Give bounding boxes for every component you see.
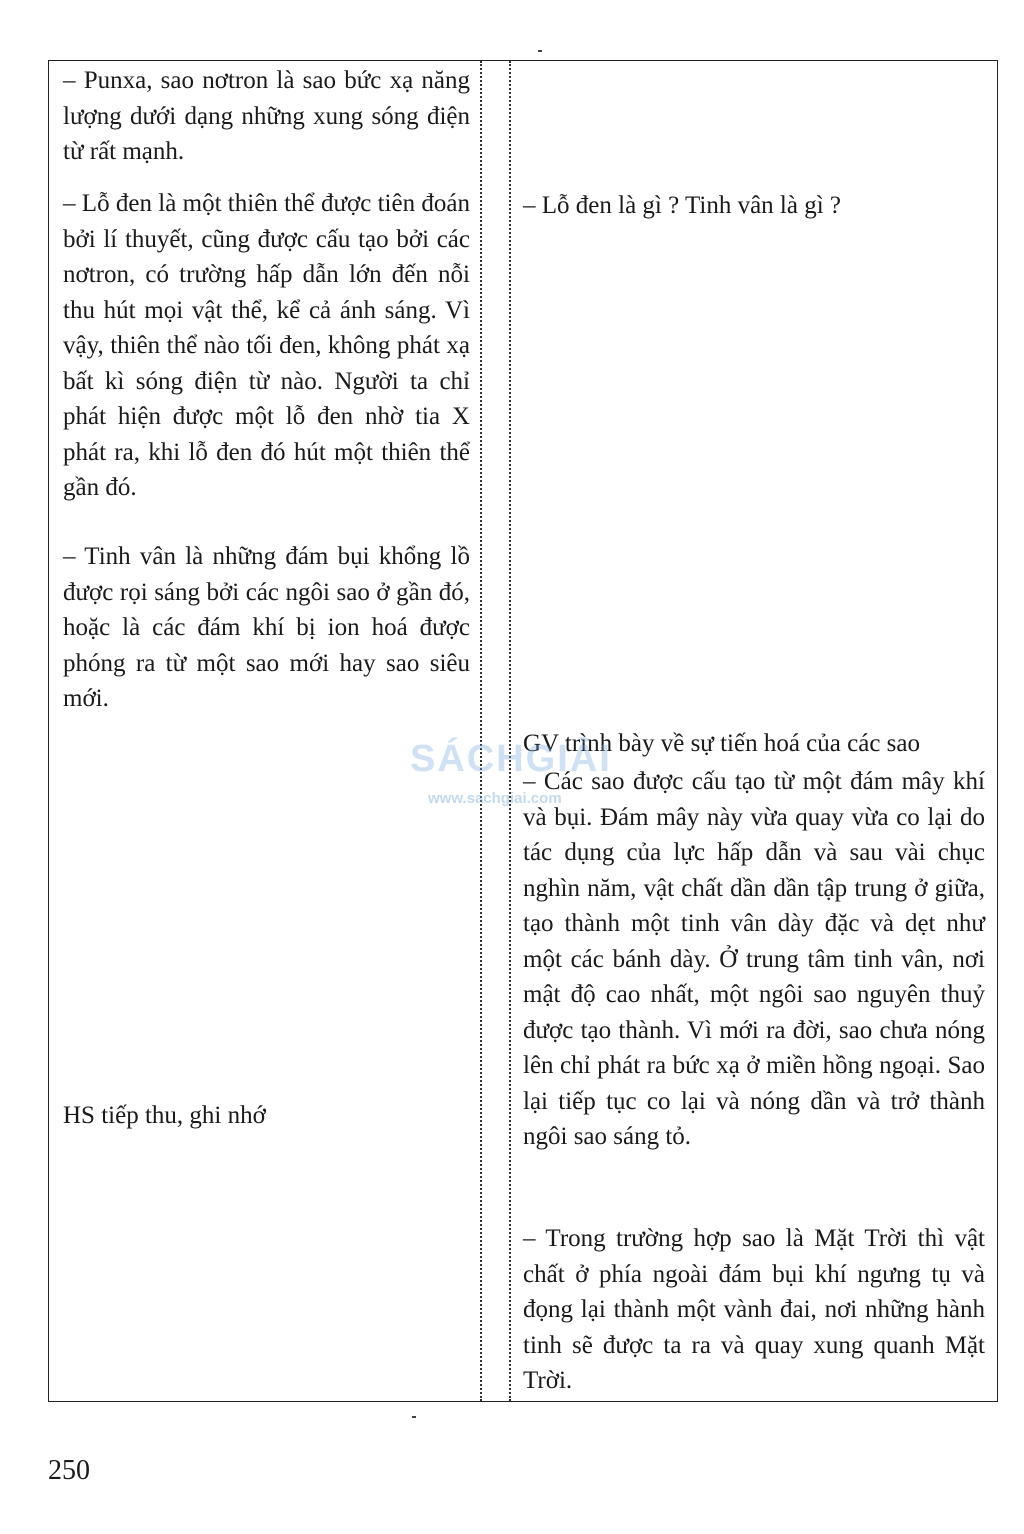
page-number: 250 <box>48 1455 90 1486</box>
right-paragraph-star-formation: – Các sao được cấu tạo từ một đám mây khí và bụi. Đám mây này vừa quay vừa co lại do tác dụng của lực hấp dẫn và sau vài chục nghìn năm, vật chất dần dần tập trung ở giữa, tạo thành một tinh vân dày đặc và dẹt như một các bánh dày. Ở trung tâm tinh vân, nơi mật độ cao nhất, một ngôi sao nguyên thuỷ được tạo thành. Vì mới ra đời, sao chưa nóng lên chỉ phát ra bức xạ ở miền hồng ngoại. Sao lại tiếp tục co lại và nóng dần và trở thành ngôi sao sáng tỏ. <box>523 768 985 1150</box>
watermark-brand: SÁCHGIẢI <box>410 738 612 780</box>
watermark-url: www.sachgiai.com <box>428 790 562 807</box>
right-teacher-heading: GV trình bày về sự tiến hoá của các sao <box>523 730 920 757</box>
right-question: – Lỗ đen là gì ? Tinh vân là gì ? <box>523 192 842 219</box>
scan-speck <box>538 50 542 52</box>
right-paragraph-sun-case: – Trong trường hợp sao là Mặt Trời thì vật chất ở phía ngoài đám bụi khí ngưng tụ và đọng lại thành một vành đai, nơi những hành tinh sẽ được ta ra và quay xung quanh Mặt Trời. <box>523 1225 985 1394</box>
left-paragraph-black-hole: – Lỗ đen là một thiên thể được tiên đoán bởi lí thuyết, cũng được cấu tạo bởi các nơtron, có trường hấp dẫn lớn đến nỗi thu hút mọi vật thể, kể cả ánh sáng. Vì vậy, thiên thể nào tối đen, không phát xạ bất kì sóng điện từ nào. Người ta chỉ phát hiện được một lỗ đen nhờ tia X phát ra, khi lỗ đen đó hút một thiên thể gần đó. <box>63 190 470 501</box>
column-divider-right <box>509 61 511 1401</box>
left-paragraph-nebula: – Tinh vân là những đám bụi khổng lồ được rọi sáng bởi các ngôi sao ở gần đó, hoặc là các đám khí bị ion hoá được phóng ra từ một sao mới hay sao siêu mới. <box>63 543 470 712</box>
lesson-table <box>48 60 998 1402</box>
left-student-note: HS tiếp thu, ghi nhớ <box>63 1102 266 1129</box>
column-divider-left <box>480 61 482 1401</box>
scan-speck <box>412 1416 416 1418</box>
left-paragraph-pulsar: – Punxa, sao nơtron là sao bức xạ năng lượng dưới dạng những xung sóng điện từ rất mạnh. <box>63 67 470 165</box>
